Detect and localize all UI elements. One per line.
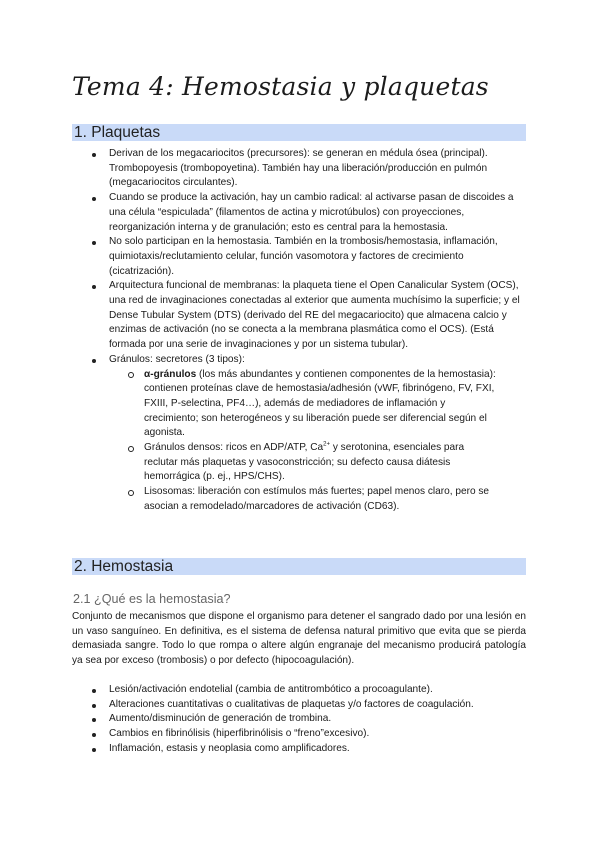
section-heading-plaquetas: 1. Plaquetas: [72, 124, 526, 141]
section-heading-hemostasia: 2. Hemostasia: [72, 558, 526, 575]
list-item: Aumento/disminución de generación de trombina.: [0, 712, 522, 727]
list-item: Alteraciones cuantitativas o cualitativas de plaquetas y/o factores de coagulación.: [0, 698, 522, 713]
calcium-charge: 2+: [323, 441, 331, 448]
list-item: Inflamación, estasis y neoplasia como amplificadores.: [0, 742, 522, 757]
list-item: Cambios en fibrinólisis (hiperfibrinólisis o “freno”excesivo).: [0, 727, 522, 742]
list-item: Lesión/activación endotelial (cambia de antitrombótico a procoagulante).: [0, 683, 522, 698]
hemostasia-paragraph: Conjunto de mecanismos que dispone el organismo para detener el sangrado dado por una lesión en un vaso sanguíneo. En definitiva, es el sistema de defensa natural primitivo que evita que se pierda demasiada sangre. Todo lo que rompa o altere algún engranaje del mecanismo producirá patología ya sea por exceso (trombosis) o por defecto (hipocoagulación).: [72, 611, 526, 667]
list-item-granulos: [0, 353, 522, 515]
subsection-heading: 2.1 ¿Qué es la hemostasia?: [73, 592, 231, 606]
list-item: Cuando se produce la activación, hay un cambio radical: al activarse pasan de discoides a una célula “espiculada” (filamentos de actina y microtúbulos) con proyecciones, reorganización interna y de granulación; esto es central para la hemostasia.: [0, 191, 522, 235]
list-item: Arquitectura funcional de membranas: la plaqueta tiene el Open Canalicular System (OCS), una red de invaginaciones conectadas al exterior que aumenta muchísimo la superficie; y el Dense Tubular System (DTS) (derivado del RE del megacariocito) que almacena calcio y enzimas de activación (no se conecta a la membrana plasmática como el OCS). (Está formada por una serie de invaginaciones y por un sistema tubular).: [0, 279, 522, 353]
alpha-granules-text: (los más abundantes y contienen componentes de la hemostasia): contienen proteínas clave de hemostasia/adhesión (vWF, fibrinógeno, FV, FXI, FXIII, P-selectina, PF4…), además de mediadores de inflamación y crecimiento; son heterogéneos y su liberación puede ser diferencial según el agonista.: [144, 368, 496, 439]
sublist-item: Lisosomas: liberación con estímulos más fuertes; papel menos claro, pero se asocian a remodelado/marcadores de activación (CD63).: [109, 485, 497, 514]
document-title: Tema 4: Hemostasia y plaquetas: [72, 72, 489, 101]
dense-granules-text: Gránulos densos: ricos en ADP/ATP, Ca: [144, 442, 324, 454]
alpha-granules-term: α-gránulos: [144, 368, 197, 380]
sublist-item: [109, 441, 497, 485]
granules-sublist: [109, 368, 522, 515]
sublist-item: [109, 368, 497, 442]
list-item: No solo participan en la hemostasia. También en la trombosis/hemostasia, inflamación, quimiotaxis/reclutamiento celular, función vasomotora y factores de crecimiento (cicatrización).: [0, 235, 522, 279]
plaquetas-bullet-list: [0, 147, 600, 515]
dense-granules-text-rest: y serotonina, esenciales para reclutar más plaquetas y vasoconstricción; su defecto causa diátesis hemorrágica (p. ej., HPS/CHS).: [144, 442, 465, 483]
granules-intro: Gránulos: secretores (3 tipos):: [109, 353, 245, 365]
hemostasia-bullet-list: [0, 683, 600, 757]
list-item: Derivan de los megacariocitos (precursores): se generan en médula ósea (principal). Trombopoyesis (trombopoyetina). También hay una liberación/producción en pulmón (megacariocitos circulantes).: [0, 147, 522, 191]
